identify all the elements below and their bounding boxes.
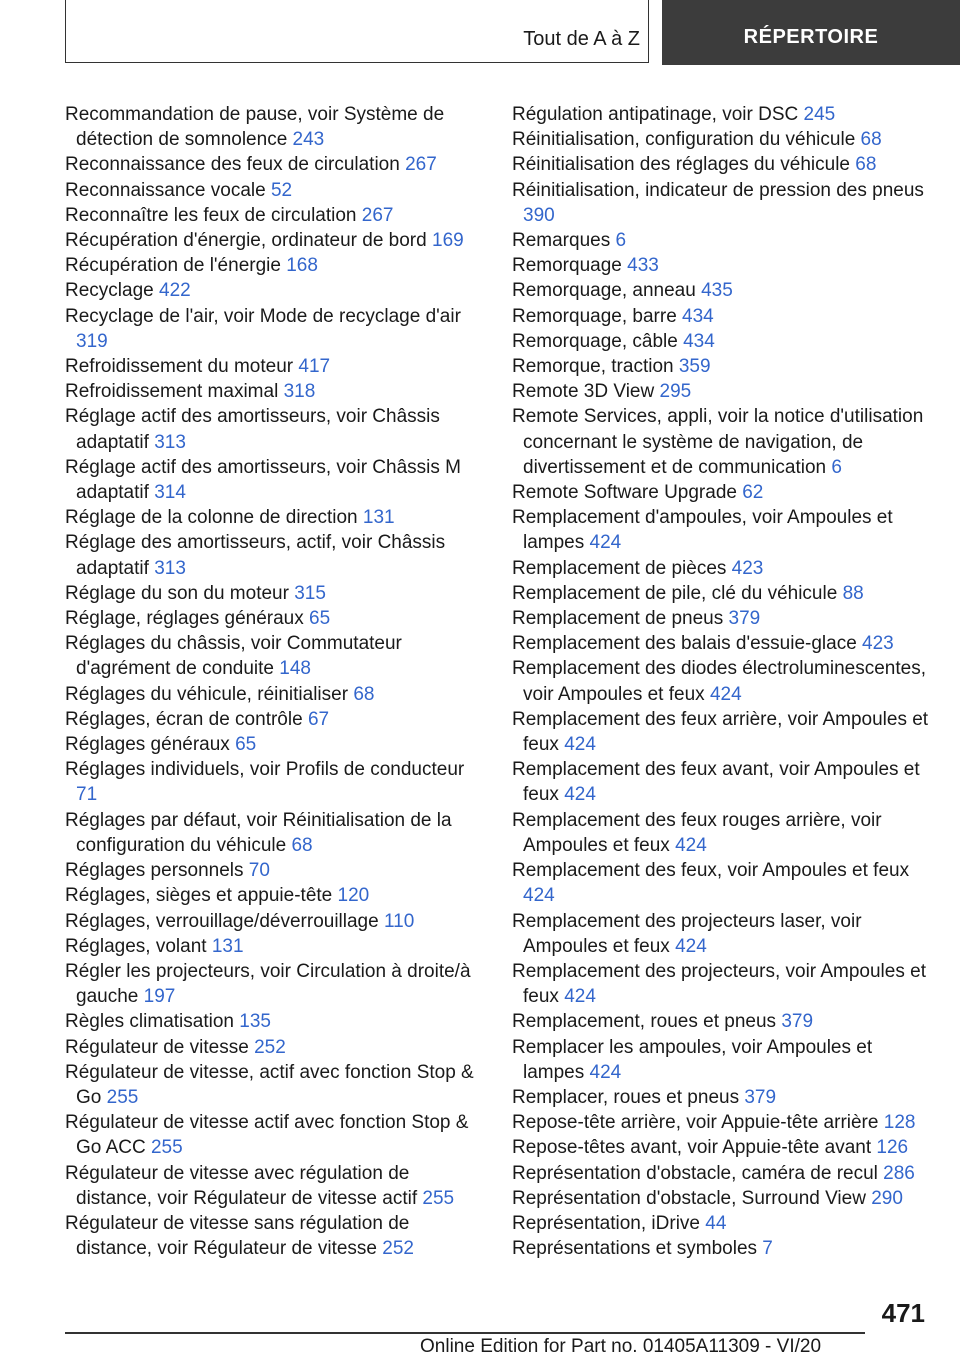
index-entry: [512, 379, 932, 404]
page-reference-link[interactable]: 424: [675, 935, 707, 957]
page-reference-link[interactable]: 267: [361, 204, 394, 226]
footer-rule: [65, 1332, 865, 1334]
index-entry-text: Reconnaissance vocale: [65, 179, 266, 201]
index-entry: [65, 152, 480, 177]
page-reference-link[interactable]: 359: [678, 356, 711, 378]
index-entry-text: Réglages du véhicule, réinitialiser: [65, 683, 349, 705]
index-entry: [512, 1161, 932, 1186]
index-entry-text: Régulateur de vitesse, actif avec fonction Stop & Go: [65, 1061, 474, 1108]
index-entry: [512, 228, 932, 253]
page-reference-link[interactable]: 44: [705, 1212, 727, 1234]
page-reference-link[interactable]: 255: [150, 1137, 183, 1159]
index-entry: [512, 1009, 932, 1034]
page-reference-link[interactable]: 319: [76, 330, 108, 352]
page-reference-link[interactable]: 110: [383, 910, 415, 932]
index-entry: [65, 530, 480, 580]
index-entry: [65, 278, 480, 303]
index-entry-text: Refroidissement du moteur: [65, 356, 294, 378]
page-reference-link[interactable]: 314: [154, 482, 186, 504]
page-reference-link[interactable]: 424: [564, 734, 596, 756]
index-entry-text: Remorque, traction: [512, 356, 674, 378]
index-entry: [65, 1035, 480, 1060]
index-entry-text: Remote 3D View: [512, 381, 655, 403]
page-reference-link[interactable]: 417: [298, 356, 331, 378]
index-entry-text: Remplacer les ampoules, voir Ampoules et lampes: [512, 1036, 873, 1083]
page-reference-link[interactable]: 313: [154, 431, 186, 453]
index-entry-text: Recommandation de pause, voir Système de détection de somnolence: [65, 104, 445, 151]
page-reference-link[interactable]: 422: [159, 280, 191, 302]
index-entry-text: Représentations et symboles: [512, 1238, 758, 1260]
index-entry: [512, 858, 932, 908]
index-entry: [512, 606, 932, 631]
index-entry-text: Réglages individuels, voir Profils de conducteur: [65, 759, 465, 781]
index-entry: [65, 934, 480, 959]
index-entry-text: Réinitialisation des réglages du véhicule: [512, 154, 850, 176]
index-entry: [512, 808, 932, 858]
page-reference-link[interactable]: 88: [842, 582, 864, 604]
page-reference-link[interactable]: 62: [742, 482, 764, 504]
index-entry: [512, 127, 932, 152]
index-entry: [65, 959, 480, 1009]
page-reference-link[interactable]: 434: [683, 330, 715, 352]
page-reference-link[interactable]: 135: [239, 1011, 271, 1033]
page-reference-link[interactable]: 52: [270, 179, 293, 201]
index-entry-text: Remplacement des projecteurs laser, voir Ampoules et feux: [512, 910, 862, 957]
index-entry-text: Récupération d'énergie, ordinateur de bord: [65, 230, 427, 252]
index-entry-text: Repose-tête arrière, voir Appuie-tête arrière: [512, 1112, 879, 1134]
page-reference-link[interactable]: 379: [728, 608, 761, 630]
page-reference-link[interactable]: 68: [291, 834, 313, 856]
index-entry: [65, 707, 480, 732]
index-entry: [65, 505, 480, 530]
page-reference-link[interactable]: 197: [143, 986, 176, 1008]
page-reference-link[interactable]: 7: [762, 1238, 773, 1260]
index-entry-text: Réglages par défaut, voir Réinitialisation de la configuration du véhicule: [65, 809, 452, 856]
page-reference-link[interactable]: 267: [405, 154, 437, 176]
index-entry: [65, 883, 480, 908]
index-entry: [65, 909, 480, 934]
index-entry: [512, 909, 932, 959]
index-entry: [65, 1110, 480, 1160]
index-entry: [512, 1211, 932, 1236]
section-label: Tout de A à Z: [523, 28, 640, 50]
index-entry: [512, 329, 932, 354]
page-reference-link[interactable]: 318: [283, 381, 316, 403]
index-entry-text: Régulateur de vitesse: [65, 1036, 249, 1058]
page-reference-link[interactable]: 65: [309, 608, 331, 630]
index-entry: [65, 682, 480, 707]
index-entry-text: Réglages, écran de contrôle: [65, 708, 303, 730]
page-reference-link[interactable]: 65: [235, 734, 257, 756]
index-entry-text: Réglages personnels: [65, 860, 244, 882]
page-reference-link[interactable]: 70: [248, 860, 270, 882]
index-entry: [512, 1186, 932, 1211]
index-entry-text: Représentation, iDrive: [512, 1212, 700, 1234]
index-entry-text: Réinitialisation, configuration du véhicule: [512, 129, 856, 151]
page-reference-link[interactable]: 131: [211, 935, 244, 957]
index-entry-text: Régulateur de vitesse avec régulation de distance, voir Régulateur de vitesse actif: [65, 1162, 418, 1209]
page-reference-link[interactable]: 6: [615, 230, 627, 252]
index-entry-text: Remplacement de pile, clé du véhicule: [512, 582, 838, 604]
index-entry-text: Remplacement de pneus: [512, 608, 724, 630]
index-entry-text: Réglage du son du moteur: [65, 582, 289, 604]
index-entry: [65, 253, 480, 278]
index-entry: [512, 556, 932, 581]
index-entry: [65, 379, 480, 404]
index-entry: [65, 304, 480, 354]
index-entry-text: Remorquage, barre: [512, 305, 677, 327]
page-reference-link[interactable]: 390: [523, 204, 555, 226]
page-reference-link[interactable]: 424: [589, 532, 622, 554]
index-entry: [512, 959, 932, 1009]
section-tab-label: RÉPERTOIRE: [743, 26, 879, 48]
index-entry-text: Réglages, sièges et appuie-tête: [65, 885, 333, 907]
index-entry-text: Remplacement des diodes électroluminescentes, voir Ampoules et feux: [512, 658, 926, 705]
page-reference-link[interactable]: 245: [803, 104, 836, 125]
page-reference-link[interactable]: 148: [279, 658, 311, 680]
index-entry: [65, 228, 480, 253]
index-entry-text: Régulateur de vitesse actif avec fonction Stop & Go ACC: [65, 1112, 469, 1159]
index-entry: [512, 1035, 932, 1085]
page-reference-link[interactable]: 71: [76, 784, 98, 806]
index-entry: [65, 404, 480, 454]
index-entry-text: Réglages généraux: [65, 734, 230, 756]
index-entry: [512, 505, 932, 555]
index-entry-text: Récupération de l'énergie: [65, 255, 281, 277]
section-tab[interactable]: [662, 0, 960, 65]
index-entry: [512, 404, 932, 480]
index-entry-text: Recyclage: [65, 280, 154, 302]
index-entry-text: Réglages, volant: [65, 935, 207, 957]
page-reference-link[interactable]: 434: [682, 305, 714, 327]
page-reference-link[interactable]: 313: [154, 557, 186, 579]
index-entry: [512, 707, 932, 757]
page-reference-link[interactable]: 423: [862, 633, 894, 655]
index-entry-text: Remplacer, roues et pneus: [512, 1086, 740, 1108]
index-column-left: [65, 102, 480, 1261]
index-column-right: [512, 102, 932, 1261]
index-entry-text: Remplacement, roues et pneus: [512, 1011, 777, 1033]
index-entry: [512, 757, 932, 807]
index-entry-text: Reconnaître les feux de circulation: [65, 204, 357, 226]
page-reference-link[interactable]: 423: [731, 557, 764, 579]
page-reference-link[interactable]: 424: [589, 1061, 622, 1083]
index-entry: [65, 606, 480, 631]
page-reference-link[interactable]: 379: [781, 1011, 814, 1033]
index-entry: [65, 1211, 480, 1261]
index-entry: [512, 1236, 932, 1261]
index-entry-text: Remote Software Upgrade: [512, 482, 737, 504]
index-entry-text: Reconnaissance des feux de circulation: [65, 154, 400, 176]
index-entry-text: Remarques: [512, 230, 611, 252]
index-entry: [512, 631, 932, 656]
page-reference-link[interactable]: 128: [883, 1112, 916, 1134]
page-reference-link[interactable]: 120: [337, 885, 370, 907]
index-entry: [65, 808, 480, 858]
page-reference-link[interactable]: 68: [860, 129, 882, 151]
index-entry-text: Réinitialisation, indicateur de pression des pneus: [512, 179, 924, 201]
index-entry-text: Représentation d'obstacle, caméra de recul: [512, 1162, 878, 1184]
index-entry-text: Règles climatisation: [65, 1011, 234, 1033]
index-entry-text: Réglage actif des amortisseurs, voir Châssis adaptatif: [65, 406, 440, 453]
page-reference-link[interactable]: 68: [353, 683, 375, 705]
index-entry: [512, 1110, 932, 1135]
index-entry-text: Remorquage, câble: [512, 330, 678, 352]
page-reference-link[interactable]: 295: [659, 381, 692, 403]
index-entry: [512, 152, 932, 177]
index-entry-text: Régler les projecteurs, voir Circulation à droite/à gauche: [65, 960, 471, 1008]
index-entry-text: Remplacement des feux rouges arrière, voir Ampoules et feux: [512, 809, 882, 856]
index-entry: [65, 354, 480, 379]
index-entry-text: Refroidissement maximal: [65, 381, 279, 403]
index-entry: [65, 1009, 480, 1034]
index-entry-text: Remplacement des feux, voir Ampoules et feux: [512, 860, 910, 882]
page-reference-link[interactable]: 255: [106, 1086, 139, 1108]
index-entry: [65, 203, 480, 228]
index-entry: [512, 656, 932, 706]
index-entry-text: Remorquage: [512, 255, 622, 277]
index-entry-text: Régulateur de vitesse sans régulation de distance, voir Régulateur de vitesse: [65, 1212, 410, 1260]
index-entry-text: Réglages du châssis, voir Commutateur d'agrément de conduite: [65, 633, 402, 680]
page-reference-link[interactable]: 126: [876, 1137, 909, 1159]
index-entry-text: Réglage actif des amortisseurs, voir Châssis M adaptatif: [65, 456, 461, 504]
index-entry: [512, 354, 932, 379]
index-entry: [512, 278, 932, 303]
page-reference-link[interactable]: 169: [432, 230, 464, 252]
index-entry: [65, 581, 480, 606]
page-reference-link[interactable]: 168: [286, 255, 318, 277]
index-entry: [65, 757, 480, 807]
page-reference-link[interactable]: 131: [362, 507, 395, 529]
index-entry: [512, 178, 932, 228]
index-entry: [65, 732, 480, 757]
index-entry: [65, 455, 480, 505]
page-reference-link[interactable]: 433: [627, 255, 659, 277]
index-entry-text: Remplacement de pièces: [512, 557, 727, 579]
page-reference-link[interactable]: 290: [871, 1187, 903, 1209]
index-entry-text: Remplacement des feux arrière, voir Ampoules et feux: [512, 708, 929, 756]
page-reference-link[interactable]: 315: [294, 582, 326, 604]
page-reference-link[interactable]: 252: [382, 1238, 414, 1260]
index-entry: [65, 102, 480, 152]
index-entry-text: Remorquage, anneau: [512, 280, 696, 302]
index-entry-text: Régulation antipatinage, voir DSC: [512, 104, 799, 125]
index-entry-text: Réglages, verrouillage/déverrouillage: [65, 910, 379, 932]
page-reference-link[interactable]: 252: [254, 1036, 286, 1058]
page-reference-link[interactable]: 68: [855, 154, 877, 176]
index-entry-text: Recyclage de l'air, voir Mode de recyclage d'air: [65, 305, 461, 327]
page-reference-link[interactable]: 286: [883, 1162, 915, 1184]
index-entry: [512, 1135, 932, 1160]
index-entry: [512, 581, 932, 606]
index-entry: [65, 858, 480, 883]
index-entry-text: Réglage des amortisseurs, actif, voir Châssis adaptatif: [65, 532, 446, 579]
index-entry-text: Remplacement d'ampoules, voir Ampoules et lampes: [512, 507, 893, 554]
index-entry-text: Représentation d'obstacle, Surround View: [512, 1187, 866, 1209]
page-reference-link[interactable]: 243: [292, 129, 325, 151]
index-entry: [512, 253, 932, 278]
page-reference-link[interactable]: 379: [744, 1086, 777, 1108]
index-entry-text: Remplacement des feux avant, voir Ampoules et feux: [512, 759, 920, 806]
index-entry: [65, 1161, 480, 1211]
index-entry-text: Remplacement des balais d'essuie-glace: [512, 633, 857, 655]
index-entry: [65, 178, 480, 203]
index-entry: [512, 102, 932, 127]
index-entry-text: Repose-têtes avant, voir Appuie-tête avant: [512, 1137, 872, 1159]
index-entry: [512, 304, 932, 329]
page-reference-link[interactable]: 255: [422, 1187, 455, 1209]
index-entry-text: Réglage, réglages généraux: [65, 608, 304, 630]
page-reference-link[interactable]: 424: [564, 986, 596, 1008]
index-entry-text: Remote Services, appli, voir la notice d'utilisation concernant le système de navigation, de divertissement et de communication: [512, 406, 924, 478]
page-reference-link[interactable]: 435: [701, 280, 733, 302]
index-entry: [65, 631, 480, 681]
page-number: 471: [881, 1298, 925, 1328]
page-reference-link[interactable]: 424: [564, 784, 596, 806]
page-reference-link[interactable]: 424: [709, 683, 742, 705]
index-entry: [65, 1060, 480, 1110]
page-reference-link[interactable]: 6: [831, 456, 842, 478]
index-entry-text: Remplacement des projecteurs, voir Ampoules et feux: [512, 960, 926, 1008]
page-reference-link[interactable]: 424: [523, 885, 555, 907]
index-entry: [512, 1085, 932, 1110]
index-entry: [512, 480, 932, 505]
footer-edition-text: Online Edition for Part no. 01405A11309 - VI/20: [420, 1336, 822, 1357]
page-reference-link[interactable]: 424: [675, 834, 707, 856]
page-reference-link[interactable]: 67: [307, 708, 330, 730]
index-entry-text: Réglage de la colonne de direction: [65, 507, 358, 529]
